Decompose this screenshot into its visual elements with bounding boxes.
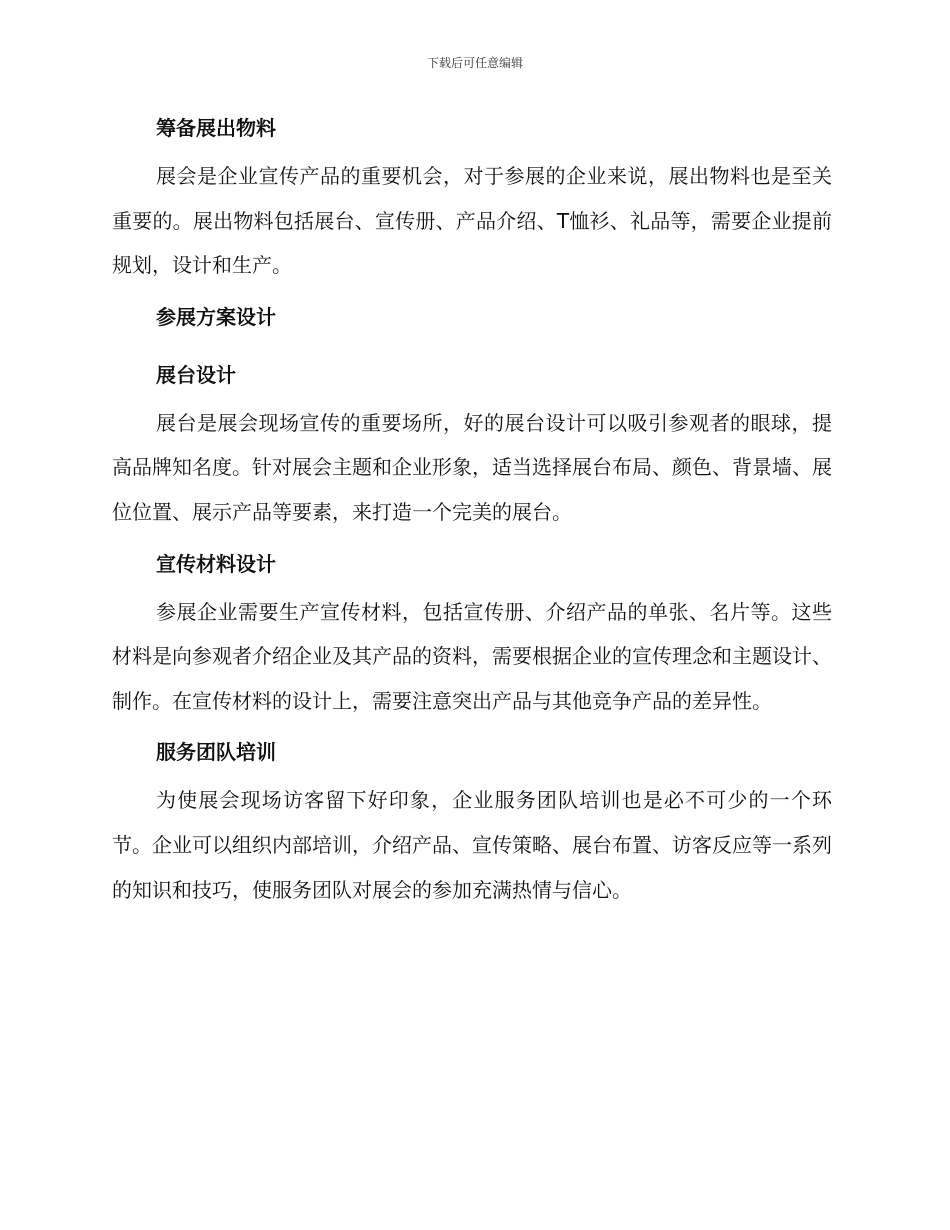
paragraph-prepare-materials: 展会是企业宣传产品的重要机会，对于参展的企业来说，展出物料也是至关重要的。展出物料包括展台、宣传册、产品介绍、T恤衫、礼品等，需要企业提前规划，设计和生产。: [112, 164, 832, 278]
section-heading-team-training: 服务团队培训: [156, 740, 276, 765]
paragraph-team-training: 为使展会现场访客留下好印象，企业服务团队培训也是必不可少的一个环节。企业可以组织内部培训，介绍产品、宣传策略、展台布置、访客反应等一系列的知识和技巧，使服务团队对展会的参加充满热情与信心。: [112, 788, 832, 902]
paragraph-promo-materials: 参展企业需要生产宣传材料，包括宣传册、介绍产品的单张、名片等。这些材料是向参观者介绍企业及其产品的资料，需要根据企业的宣传理念和主题设计、制作。在宣传材料的设计上，需要注意突出产品与其他竞争产品的差异性。: [112, 599, 832, 713]
paragraph-booth-design: 展台是展会现场宣传的重要场所，好的展台设计可以吸引参观者的眼球，提高品牌知名度。针对展会主题和企业形象，适当选择展台布局、颜色、背景墙、展位位置、展示产品等要素，来打造一个完美的展台。: [112, 410, 832, 524]
section-heading-exhibition-plan: 参展方案设计: [156, 304, 276, 329]
section-heading-promo-materials: 宣传材料设计: [156, 551, 276, 576]
document-body: [112, 112, 832, 912]
section-heading-booth-design: 展台设计: [156, 362, 236, 387]
header-note: 下载后可任意编辑: [426, 56, 523, 70]
section-heading-prepare-materials: 筹备展出物料: [156, 116, 276, 140]
